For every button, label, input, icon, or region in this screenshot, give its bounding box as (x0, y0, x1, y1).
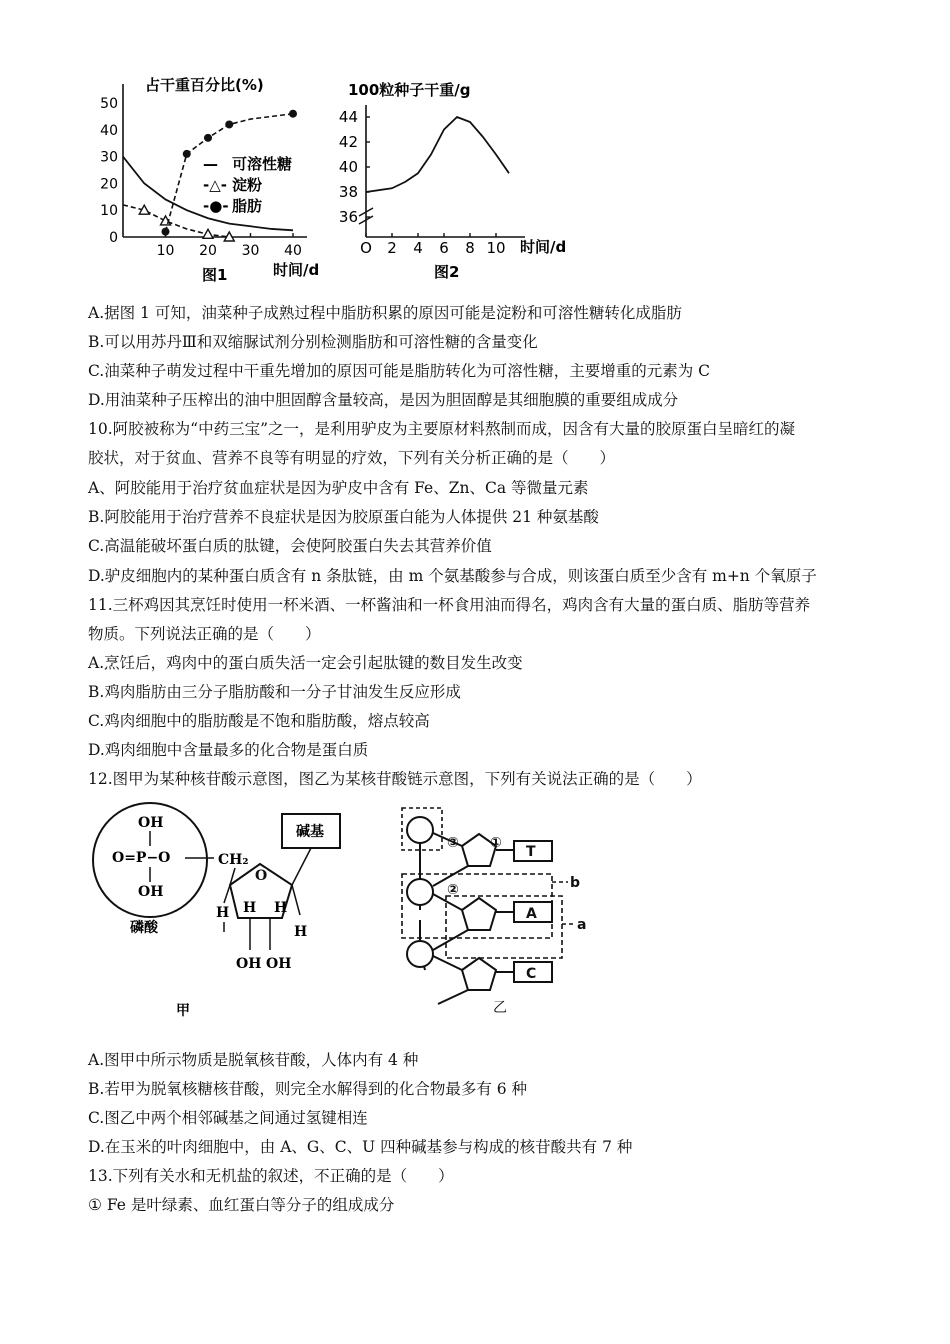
fig1-legend (203, 155, 292, 215)
label-3: ③ (447, 835, 459, 851)
q10-option-d: D.驴皮细胞内的某种蛋白质含有 n 条肽链，由 m 个氨基酸参与合成，则该蛋白质至少含有 m+n 个氧原子 (88, 567, 817, 585)
q9-option-b: B.可以用苏丹Ⅲ和双缩脲试剂分别检测脂肪和可溶性糖的含量变化 (88, 333, 538, 351)
oh-c3: OH (236, 956, 262, 972)
fig2-ytick-label: 42 (338, 133, 358, 151)
q11-option-a: A.烹饪后，鸡肉中的蛋白质失活一定会引起肽键的数目发生改变 (88, 654, 523, 672)
legend-mark-fat: -●- (203, 197, 229, 215)
fig1-caption: 图1 (202, 266, 228, 284)
q12-stem: 12.图甲为某种核苷酸示意图，图乙为某核苷酸链示意图，下列有关说法正确的是（ ） (88, 770, 702, 788)
fat-point (225, 120, 233, 128)
fig2-xtick-label: 2 (387, 239, 397, 257)
h-c3-up: H (243, 900, 257, 916)
box-a-label: a (577, 917, 587, 933)
base-a-label: A (526, 906, 537, 922)
q11-option-b: B.鸡肉脂肪由三分子脂肪酸和一分子甘油发生反应形成 (88, 683, 461, 701)
fig2-xtick-label: O (360, 239, 372, 257)
figure-1 (85, 70, 330, 290)
h-c2-up: H (274, 900, 288, 916)
legend-label-fat: 脂肪 (232, 197, 263, 215)
legend-label-sugar: 可溶性糖 (232, 155, 293, 173)
fig1-ytick-label: 40 (100, 122, 118, 139)
fig2-ytick-label: 44 (338, 108, 358, 126)
q9-option-d: D.用油菜种子压榨出的油中胆固醇含量较高，是因为胆固醇是其细胞膜的重要组成成分 (88, 391, 679, 409)
legend-mark-starch: -△- (203, 176, 227, 194)
ch2-label: CH₂ (218, 852, 249, 868)
figure-yi-chain (390, 800, 620, 1025)
fig1-xtick-label: 20 (199, 243, 217, 259)
fat-point (289, 110, 297, 118)
phosphate-oh-top: OH (138, 815, 164, 831)
tail (438, 990, 468, 1004)
q11-option-c: C.鸡肉细胞中的脂肪酸是不饱和脂肪酸，熔点较高 (88, 712, 430, 730)
fig2-xtick-label: 8 (465, 239, 475, 257)
phosphate-oh-bottom: OH (138, 884, 164, 900)
q11-stem-line2: 物质。下列说法正确的是（ ） (88, 625, 321, 643)
phosphate-1 (407, 817, 433, 843)
ring-oxygen: O (255, 868, 268, 884)
starch-point (203, 229, 213, 238)
figure-2 (330, 75, 580, 290)
fat-point (204, 134, 212, 142)
q11-stem-line1: 11.三杯鸡因其烹饪时使用一杯米酒、一杯酱油和一杯食用油而得名，鸡肉含有大量的蛋白质、脂肪等营养 (88, 596, 811, 614)
q10-stem-line2: 胶状，对于贫血、营养不良等有明显的疗效，下列有关分析正确的是（ ） (88, 449, 616, 467)
fig-jia-caption: 甲 (176, 1003, 190, 1019)
fig2-ytick-label: 40 (338, 158, 358, 176)
fig2-ytick-label: 38 (338, 183, 358, 201)
figure-jia-nucleotide (90, 800, 380, 1025)
fig2-ytick-label: 36 (338, 208, 358, 226)
fig2-ylabel: 100粒种子干重/g (348, 81, 471, 99)
bond-c1-h (224, 885, 230, 903)
q9-option-c: C.油菜种子萌发过程中干重先增加的原因可能是脂肪转化为可溶性糖，主要增重的元素为 C (88, 362, 711, 380)
fig2-xtick-label: 4 (413, 239, 423, 257)
fig2-xtick-label: 6 (439, 239, 449, 257)
phosphate-3 (407, 941, 433, 967)
phosphate-o-p-o: O=P−O (112, 850, 171, 866)
base-label: 碱基 (296, 824, 324, 840)
q10-option-c: C.高温能破坏蛋白质的肽键，会使阿胶蛋白失去其营养价值 (88, 537, 492, 555)
label-2: ② (447, 882, 459, 898)
q11-option-d: D.鸡肉细胞中含量最多的化合物是蛋白质 (88, 741, 369, 759)
q12-option-a: A.图甲中所示物质是脱氧核苷酸，人体内有 4 种 (88, 1051, 419, 1069)
base-t-label: T (526, 844, 536, 860)
sugar-2 (462, 898, 496, 930)
fig2-caption: 图2 (434, 263, 460, 281)
legend-mark-sugar: — (203, 155, 218, 173)
fig1-ytick-label: 30 (100, 149, 118, 166)
fig1-xtick-label: 10 (156, 243, 175, 259)
link-s2-p3 (433, 930, 468, 950)
h-c1: H (294, 924, 308, 940)
phosphate-2 (407, 879, 433, 905)
q12-option-c: C.图乙中两个相邻碱基之间通过氢键相连 (88, 1109, 368, 1127)
q10-option-a: A、阿胶能用于治疗贫血症状是因为驴皮中含有 Fe、Zn、Ca 等微量元素 (88, 479, 589, 497)
fig2-xlabel: 时间/d (520, 238, 567, 256)
fig1-xtick-label: 30 (241, 243, 260, 259)
q13-stem: 13.下列有关水和无机盐的叙述，不正确的是（ ） (88, 1167, 454, 1185)
sugar-3 (462, 958, 496, 990)
fat-point (183, 150, 191, 158)
fig1-ytick-label: 10 (100, 203, 118, 220)
bond-c1-down (292, 885, 300, 915)
fat-point (162, 228, 170, 236)
fig1-xlabel: 时间/d (273, 261, 320, 279)
bond-ring-base (292, 848, 311, 885)
label-1: ① (490, 835, 502, 851)
phosphate-label: 磷酸 (130, 920, 158, 936)
fig1-ytick-label: 20 (100, 176, 118, 193)
fig1-xtick-label: 40 (284, 243, 302, 259)
oh-c2: OH (266, 956, 292, 972)
legend-label-starch: 淀粉 (232, 176, 263, 194)
fig2-xtick-label: 10 (486, 239, 506, 257)
q9-option-a: A.据图 1 可知，油菜种子成熟过程中脂肪积累的原因可能是淀粉和可溶性糖转化成脂肪 (88, 304, 682, 322)
fig1-ytick-label: 0 (109, 230, 118, 246)
q13-item-1: ① Fe 是叶绿素、血红蛋白等分子的组成成分 (88, 1196, 395, 1214)
h-c4: H (216, 905, 230, 921)
fig1-ylabel: 占干重百分比(%) (145, 76, 264, 94)
fig-yi-caption: 乙 (493, 1000, 507, 1016)
q10-option-b: B.阿胶能用于治疗营养不良症状是因为胶原蛋白能为人体提供 21 种氨基酸 (88, 508, 599, 526)
box-b-label: b (570, 875, 581, 891)
fig1-ytick-label: 50 (100, 96, 118, 112)
base-c-label: C (526, 966, 537, 982)
series-dry-weight-line (366, 117, 509, 192)
q12-option-d: D.在玉米的叶肉细胞中，由 A、G、C、U 四种碱基参与构成的核苷酸共有 7 种 (88, 1138, 633, 1156)
q12-option-b: B.若甲为脱氧核糖核苷酸，则完全水解得到的化合物最多有 6 种 (88, 1080, 528, 1098)
q10-stem-line1: 10.阿胶被称为“中药三宝”之一，是利用驴皮为主要原材料熬制而成，因含有大量的胶原蛋白呈暗红的凝 (88, 420, 796, 438)
